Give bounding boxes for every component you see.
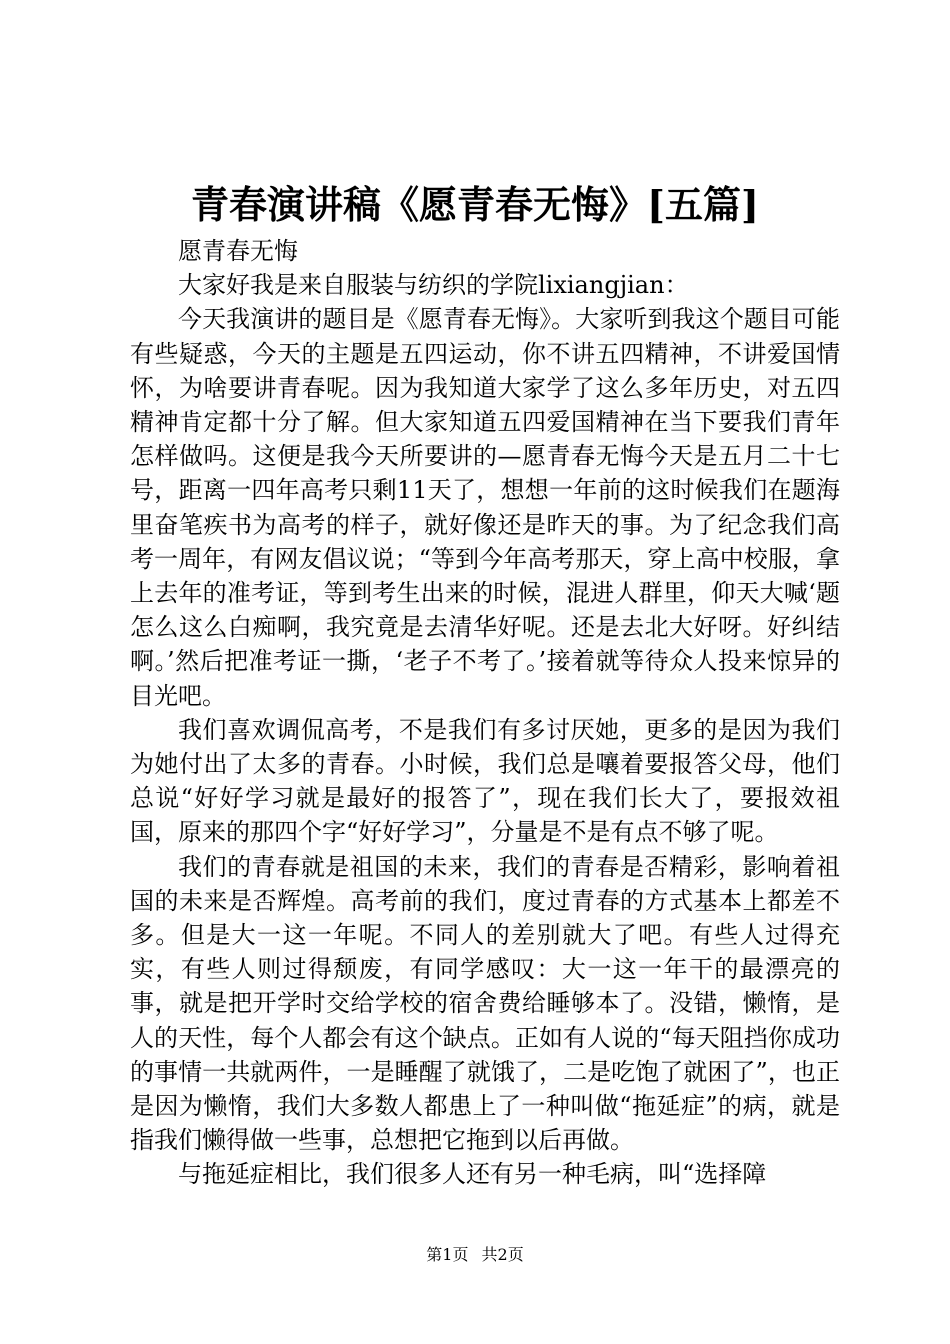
document-body xyxy=(130,234,840,1192)
paragraph-subtitle: 愿青春无悔 xyxy=(178,237,298,265)
page-number: 第1页 xyxy=(426,1245,469,1264)
page-total: 共2页 xyxy=(481,1245,524,1264)
page-footer xyxy=(0,1244,950,1266)
paragraph: 今天我演讲的题目是《愿青春无悔》。大家听到我这个题目可能有些疑惑，今天的主题是五四运动，你不讲五四精神，不讲爱国情怀，为啥要讲青春呢。因为我知道大家学了这么多年历史，对五四精神肯定都十分了解。但大家知道五四爱国精神在当下要我们青年怎样做吗。这便是我今天所要讲的—愿青春无悔今天是五月二十七号，距离一四年高考只剩11天了，想想一年前的这时候我们在题海里奋笔疾书为高考的样子，就好像还是昨天的事。为了纪念我们高考一周年，有网友倡议说；“等到今年高考那天，穿上高中校服，拿上去年的准考证，等到考生出来的时候，混进人群里，仰天大喊‘题怎么这么白痴啊，我究竟是去清华好呢。还是去北大好呀。好纠结啊。’然后把准考证一撕，‘老子不考了。’接着就等待众人投来惊异的目光吧。 xyxy=(130,305,840,710)
paragraph: 我们喜欢调侃高考，不是我们有多讨厌她，更多的是因为我们为她付出了太多的青春。小时候，我们总是嚷着要报答父母，他们总说“好好学习就是最好的报答了”，现在我们长大了，要报效祖国，原来的那四个字“好好学习”，分量是不是有点不够了呢。 xyxy=(130,715,840,847)
document-title: 青春演讲稿《愿青春无悔》[五篇] xyxy=(191,182,759,227)
paragraph-greeting: 大家好我是来自服装与纺织的学院lixiangjian： xyxy=(178,271,689,300)
paragraph: 与拖延症相比，我们很多人还有另一种毛病，叫“选择障 xyxy=(178,1160,767,1189)
paragraph: 我们的青春就是祖国的未来，我们的青春是否精彩，影响着祖国的未来是否辉煌。高考前的我们，度过青春的方式基本上都差不多。但是大一这一年呢。不同人的差别就大了吧。有些人过得充实，有些人则过得颓废，有同学感叹：大一这一年干的最漂亮的事，就是把开学时交给学校的宿舍费给睡够本了。没错，懒惰，是人的天性，每个人都会有这个缺点。正如有人说的“每天阻挡你成功的事情一共就两件，一是睡醒了就饿了，二是吃饱了就困了”，也正是因为懒惰，我们大多数人都患上了一种叫做“拖延症”的病，就是指我们懒得做一些事，总想把它拖到以后再做。 xyxy=(130,852,840,1155)
